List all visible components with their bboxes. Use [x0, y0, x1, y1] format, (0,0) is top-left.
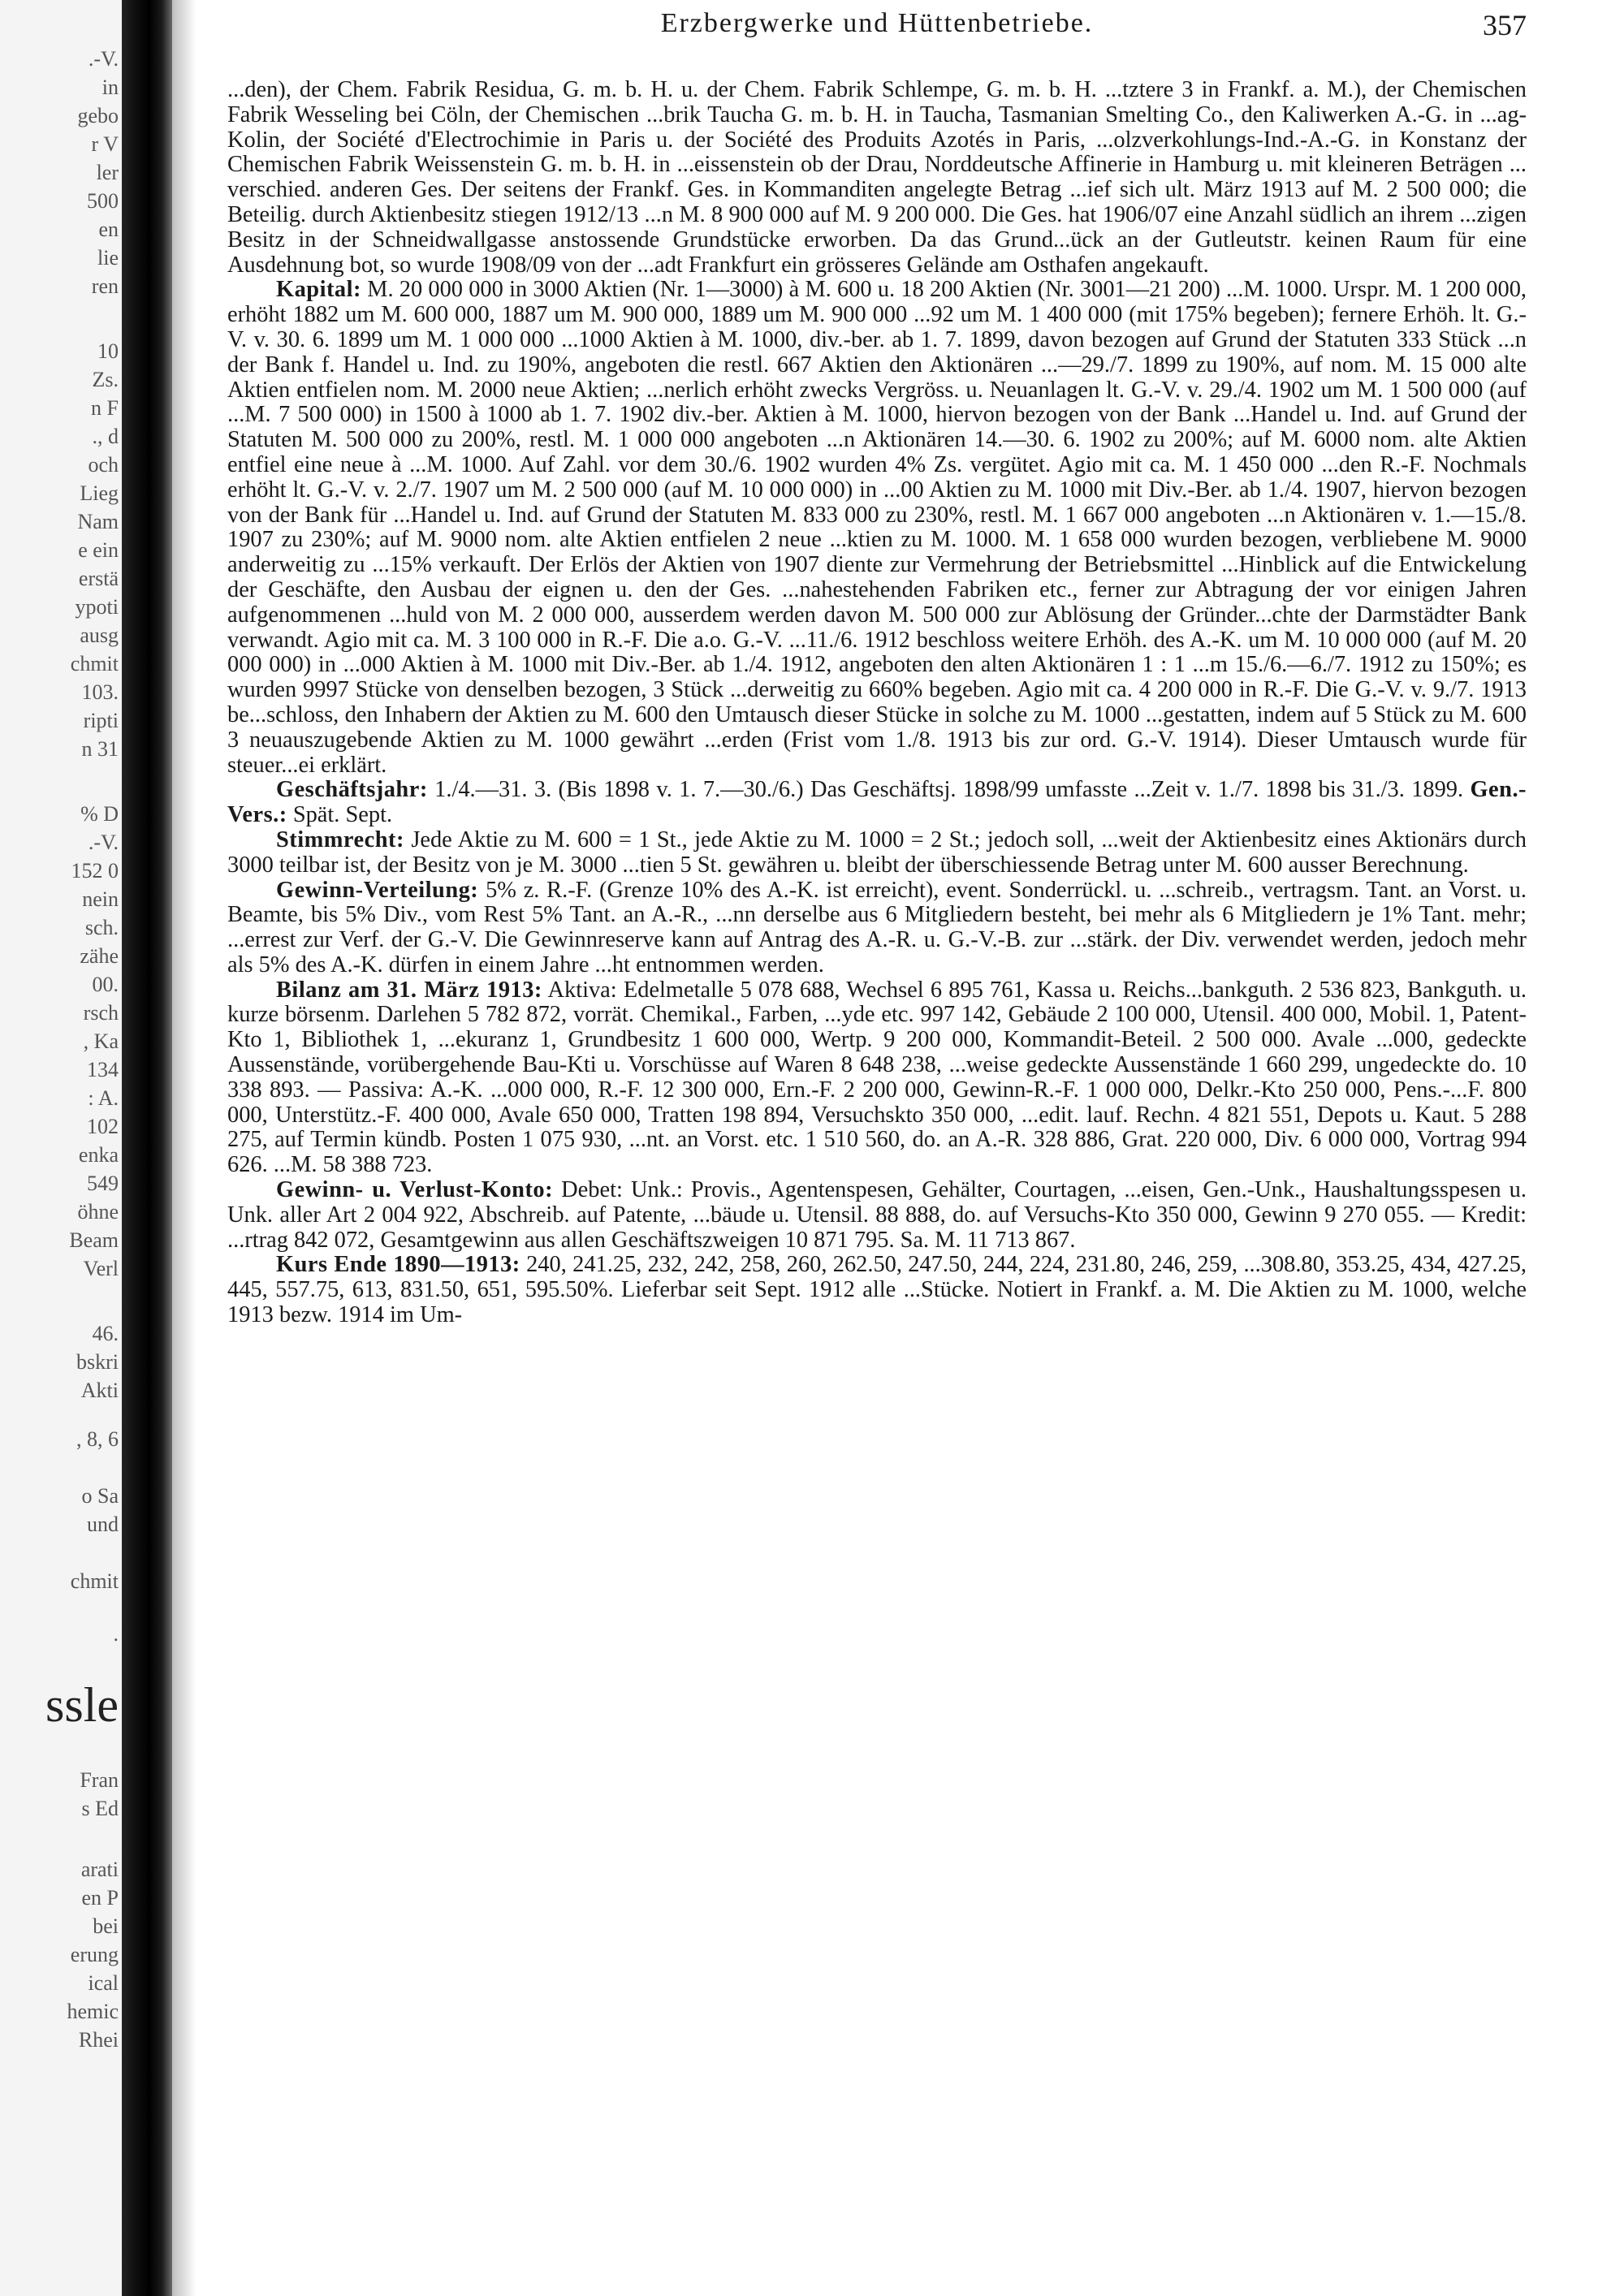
adjacent-page-fragment: 103.: [81, 680, 119, 704]
adjacent-page-fragment: Akti: [80, 1379, 119, 1402]
adjacent-page-fragment: hemic: [67, 2000, 119, 2023]
adjacent-page-fragment: ren: [91, 274, 119, 298]
section-text: Debet: Unk.: Provis., Agentenspesen, Gehälter, Courtagen, ...eisen, Gen.-Unk., Haushaltungsspesen u. Unk. aller Art 2 004 922, Abschreib. auf Patente, ...bäude u. Utensil. 88 888, do. auf Versuchs-Kto 350 000, Gewinn 9 270 055. — Kredit: ...rtrag 842 072, Gesamtgewinn aus allen Geschäftszweigen 10 871 795. Sa. M. 11 713 867.: [227, 1177, 1527, 1253]
adjacent-page-fragment: sch.: [84, 916, 119, 939]
adjacent-page-fragment: rsch: [83, 1001, 119, 1025]
adjacent-page-fragment: 102: [87, 1115, 119, 1138]
adjacent-page-fragment: en: [98, 218, 119, 241]
adjacent-page-fragment: 46.: [92, 1322, 119, 1345]
section-text: Spät. Sept.: [292, 802, 393, 828]
section-lead: Kurs Ende 1890—1913:: [276, 1252, 520, 1278]
section-gewinn-verteilung: [227, 878, 1527, 978]
body-text: [227, 78, 1527, 1328]
adjacent-page-fragment: 00.: [92, 973, 119, 996]
section-bilanz: [227, 978, 1527, 1178]
adjacent-page-fragment: in: [102, 76, 119, 99]
adjacent-page-fragment: 549: [87, 1172, 119, 1195]
adjacent-page-fragment: , 8, 6: [76, 1427, 119, 1451]
section-text: M. 20 000 000 in 3000 Aktien (Nr. 1—3000) à M. 600 u. 18 200 Aktien (Nr. 3001—21 200) ...M. 1000. Urspr. M. 1 200 000, erhöht 1882 um M. 600 000, 1887 um M. 900 000, 1889 um M. 900 000 ...92 um M. 1 400 000 (mit 175% begeben); fernere Erhöh. lt. G.-V. v. 30. 6. 1899 um M. 1 000 000 ...1000 Aktien à M. 1000, div.-ber. ab 1. 7. 1899, davon bezogen auf Grund der Statuten 333 Stück ...n der Bank f. Handel u. Ind. zu 190%, angeboten die restl. 667 Aktien den Aktionären ...—29./7. 1899 zu 190%, auf nom. M. 15 000 alte Aktien entfielen nom. M. 2000 neue Aktien; ...nerlich erhöht zwecks Vergröss. u. Neuanlagen lt. G.-V. v. 29./4. 1902 um M. 1 500 000 (auf ...M. 7 500 000) in 1500 à 1000 ab 1. 7. 1902 div.-ber. Aktien à M. 1000, hiervon bezogen von der Bank ...Handel u. Ind. auf Grund der Statuten M. 500 000 zu 200%, restl. M. 1 000 000 angeboten ...n Aktionären 14.—30. 6. 1902 zu 200%; auf M. 6000 nom. alte Aktien entfiel eine neue à ...M. 1000. Auf Zahl. vor dem 30./6. 1902 wurden 4% Zs. vergütet. Agio mit ca. M. 1 450 000 ...den R.-F. Nochmals erhöht lt. G.-V. v. 2./7. 1907 um M. 2 500 000 (auf M. 10 000 000) in ...00 Aktien zu M. 1000 mit Div.-Ber. ab 1./4. 1907, hiervon bezogen von der Bank für ...Handel u. Ind. auf Grund der Statuten M. 833 000 zu 230%, restl. M. 1 667 000 angeboten ...n Aktionären v. 1.—15./8. 1907 zu 230%; auf M. 9000 nom. alte Aktien entfielen 2 neue ...ktien zu M. 1000. M. 1 658 000 wurden bezogen, verbliebene M. 9000 anderweitig zu ...15% verkauft. Der Erlös der Aktien von 1907 diente zur Vermehrung der Betriebsmittel ...Hinblick auf die Entwickelung der Geschäfte, den Ausbau der eignen u. den der Ges. ...nahestehenden Fabriken etc., ferner zur Abtragung der vor einigen Jahren aufgenommenen ...huld von M. 2 000 000, ausserdem werden davon M. 500 000 zur Ablösung der Gründer...chte der Darmstädter Bank verwandt. Agio mit ca. M. 3 100 000 in R.-F. Die a.o. G.-V. ...11./6. 1912 beschloss weitere Erhöh. des A.-K. um M. 10 000 000 (auf M. 20 000 000) in ...000 Aktien à M. 1000 mit Div.-Ber. ab 1./4. 1912, angeboten den alten Aktionären 1 : 1 ...m 15./6.—6./7. 1912 zu 150%; es wurden 9997 Stücke von denselben bezogen, 3 Stück ...derweitig zu 660% begeben. Agio mit ca. 4 200 000 in R.-F. Die G.-V. v. 9./7. 1913 be...schloss, den Inhabern der Aktien zu M. 600 den Umtausch dieser Stücke in solche zu M. 1000 ...gestatten, indem auf 5 Stück zu M. 600 3 neuauszugebende Aktien zu M. 1000 gewährt ...erden (Frist vom 1./8. 1913 bis zur ord. G.-V. 1914). Dieser Umtausch wurde für steuer...ei erklärt.: [227, 277, 1527, 778]
adjacent-page-strip: [0, 0, 122, 2296]
section-text: Jede Aktie zu M. 600 = 1 St., jede Aktie zu M. 1000 = 2 St.; jedoch soll, ...weit der Aktienbesitz eines Aktionärs durch 3000 teilbar ist, der Besitz von je M. 3000 ...tien 5 St. gewähren u. bleibt der überschiessende Betrag unter M. 600 ausser Berechnung.: [227, 826, 1527, 878]
adjacent-page-fragment: ical: [88, 1971, 119, 1995]
adjacent-page-fragment: .: [113, 1622, 119, 1646]
adjacent-page-fragment: 152 0: [71, 859, 119, 883]
adjacent-page-fragment: e ein: [78, 538, 119, 562]
section-stimmrecht: [227, 828, 1527, 878]
adjacent-page-fragment: und: [87, 1513, 119, 1536]
section-text: 5% z. R.-F. (Grenze 10% des A.-K. ist erreicht), event. Sonderrückl. u. ...schreib., vertragsm. Tant. an Vorst. u. Beamte, bis 5% Div., vom Rest 5% Tant. an A.-R., ...nn derselbe aus 6 Mitgliedern besteht, bei mehr als 6 Mitgliedern je 1% Tant. mehr; ...errest zur Verf. der G.-V. Die Gewinnreserve kann auf Antrag des A.-R. u. G.-V.-B. zur ...stärk. der Div. verwendet werden, jedoch mehr als 5% des A.-K. dürfen in einem Jahre ...ht entnommen werden.: [227, 877, 1527, 978]
adjacent-page-fragment: ausg: [80, 624, 119, 647]
section-lead: Gen.-Vers.:: [227, 777, 1527, 828]
adjacent-page-fragment: öhne: [77, 1200, 119, 1224]
adjacent-page-fragment: n F: [91, 396, 119, 420]
adjacent-page-fragment: o Sa: [81, 1484, 119, 1508]
gutter-shadow: [172, 0, 197, 2296]
adjacent-page-fragment: Zs.: [92, 368, 119, 391]
document-page: [227, 0, 1527, 2296]
section-lead: Gewinn- u. Verlust-Konto:: [276, 1177, 554, 1203]
adjacent-page-fragment: s Ed: [81, 1797, 119, 1820]
adjacent-page-fragment: och: [88, 453, 119, 477]
adjacent-page-fragment: bei: [93, 1914, 119, 1938]
running-title: Erzbergwerke und Hüttenbetriebe.: [660, 8, 1094, 38]
intro-paragraph: ...den), der Chem. Fabrik Residua, G. m. b. H. u. der Chem. Fabrik Schlempe, G. m. b. H. ...tztere 3 in Frankf. a. M.), der Chemischen Fabrik Wesseling bei Cöln, der Chemischen ...brik Taucha G. m. b. H. in Taucha, Tasmanian Smelting Co., den Kaliwerken A.-G. in ...ag-Kolin, der Société d'Electrochimie in Paris u. der Société des Produits Azotés in Paris, ...olzverkohlungs-Ind.-A.-G. in Konstanz der Chemischen Fabrik Weissenstein G. m. b. H. in ...eissenstein ob der Drau, Norddeutsche Affinerie in Hamburg u. mit kleineren Beträgen ... verschied. anderen Ges. Der seitens der Frankf. Ges. in Kommanditen angelegte Betrag ...ief sich ult. März 1913 auf M. 2 500 000; die Beteilig. durch Aktienbesitz stiegen 1912/13 ...n M. 8 900 000 auf M. 9 200 000. Die Ges. hat 1906/07 eine Anzahl südlich an ihrem ...zigen Besitz in der Schneidwallgasse anstossende Grundstücke erworben. Da das Grund...ück an der Gutleutstr. keinen Raum für eine Ausdehnung bot, so wurde 1908/09 von der ...adt Frankfurt ein grösseres Gelände am Osthafen angekauft.: [227, 77, 1527, 278]
section-text: Aktiva: Edelmetalle 5 078 688, Wechsel 6 895 761, Kassa u. Reichs...bankguth. 2 536 823, Bankguth. u. kurze börsenm. Darlehen 5 782 872, vorrät. Chemikal., Farben, ...yde etc. 997 142, Gebäude 2 100 000, Utensil. 400 000, Mobil. 1, Patent-Kto 1, Bibliothek 1, ...ekuranz 1, Grundbesitz 1 600 000, Wertp. 9 200 000, Kommandit-Beteil. 2 500 000. Avale ...000, gedeckte Aussenstände, vorübergehende Bau-Kti u. Vorschüsse auf Waren 8 648 238, ...weise gedeckte Aussenstände 1 660 299, ungedeckte do. 10 338 893. — Passiva: A.-K. ...000 000, R.-F. 12 300 000, Ern.-F. 2 200 000, Gewinn-R.-F. 1 000 000, Delkr.-Kto 250 000, Pens.-...F. 800 000, Unterstütz.-F. 400 000, Avale 650 000, Tratten 198 894, Versuchskto 350 000, ...edit. lauf. Rechn. 4 821 551, Depots u. Kaut. 5 288 275, auf Termin kündb. Posten 1 075 930, ...nt. an Vorst. etc. 1 510 560, do. an A.-R. 328 886, Grat. 220 000, Div. 6 000 000, Vortrag 994 626. ...M. 58 388 723.: [227, 977, 1527, 1178]
section-geschaeftsjahr: [227, 778, 1527, 828]
section-gewinn-verlust: [227, 1178, 1527, 1253]
page-number: 357: [1483, 9, 1527, 41]
adjacent-page-fragment: Fran: [80, 1768, 119, 1792]
adjacent-page-fragment: Beam: [69, 1228, 119, 1252]
adjacent-page-fragment: ripti: [83, 709, 119, 732]
adjacent-page-fragment: % D: [80, 802, 119, 826]
adjacent-page-fragment: ssle: [45, 1678, 119, 1732]
adjacent-page-fragment: gebo: [77, 104, 119, 127]
adjacent-page-fragment: r V: [91, 132, 119, 156]
adjacent-page-fragment: , Ka: [83, 1029, 119, 1053]
adjacent-page-fragment: : A.: [88, 1086, 119, 1110]
adjacent-page-fragment: n 31: [81, 737, 119, 761]
adjacent-page-fragment: bskri: [76, 1350, 119, 1374]
adjacent-page-fragment: erung: [70, 1943, 119, 1966]
adjacent-page-fragment: nein: [82, 887, 119, 911]
section-lead: Stimmrecht:: [276, 826, 404, 852]
adjacent-page-fragment: en P: [81, 1886, 119, 1910]
adjacent-page-fragment: 134: [87, 1058, 119, 1081]
adjacent-page-fragment: Verl: [83, 1257, 119, 1280]
adjacent-page-fragment: 500: [87, 189, 119, 213]
adjacent-page-fragment: chmit: [70, 1569, 119, 1593]
adjacent-page-fragment: zähe: [80, 944, 119, 968]
adjacent-page-fragment: arati: [80, 1858, 119, 1881]
section-lead: Gewinn-Verteilung:: [276, 877, 479, 903]
section-text: 1./4.—31. 3. (Bis 1898 v. 1. 7.—30./6.) Das Geschäftsj. 1898/99 umfasste ...Zeit v. 1./7. 1898 bis 31./3. 1899.: [434, 777, 1464, 803]
book-gutter: [122, 0, 172, 2296]
adjacent-page-fragment: .-V.: [88, 47, 119, 71]
adjacent-page-fragment: Lieg: [80, 481, 119, 505]
adjacent-page-fragment: ler: [96, 161, 119, 184]
section-kapital: [227, 278, 1527, 778]
section-lead: Bilanz am 31. März 1913:: [276, 977, 542, 1003]
adjacent-page-fragment: .-V.: [88, 831, 119, 854]
adjacent-page-fragment: erstä: [78, 567, 119, 590]
section-text: 240, 241.25, 232, 242, 258, 260, 262.50, 247.50, 244, 224, 231.80, 246, 259, ...308.80, 353.25, 434, 427.25, 445, 557.75, 613, 831.50, 651, 595.50%. Lieferbar seit Sept. 1912 alle ...Stücke. Notiert in Frankf. a. M. Die Aktien zu M. 1000, welche 1913 bezw. 1914 im Um-: [227, 1252, 1527, 1328]
section-lead: Kapital:: [276, 277, 361, 303]
adjacent-page-fragment: Nam: [77, 510, 119, 533]
running-head: [227, 8, 1527, 49]
adjacent-page-fragment: 10: [97, 339, 119, 363]
section-kurs: [227, 1253, 1527, 1327]
section-lead: Geschäftsjahr:: [276, 777, 428, 803]
adjacent-page-fragment: Rhei: [78, 2028, 119, 2052]
adjacent-page-fragment: chmit: [70, 652, 119, 675]
adjacent-page-fragment: lie: [97, 246, 119, 270]
adjacent-page-fragment: ., d: [92, 425, 119, 448]
adjacent-page-fragment: ypoti: [75, 595, 119, 619]
adjacent-page-fragment: enka: [78, 1143, 119, 1167]
